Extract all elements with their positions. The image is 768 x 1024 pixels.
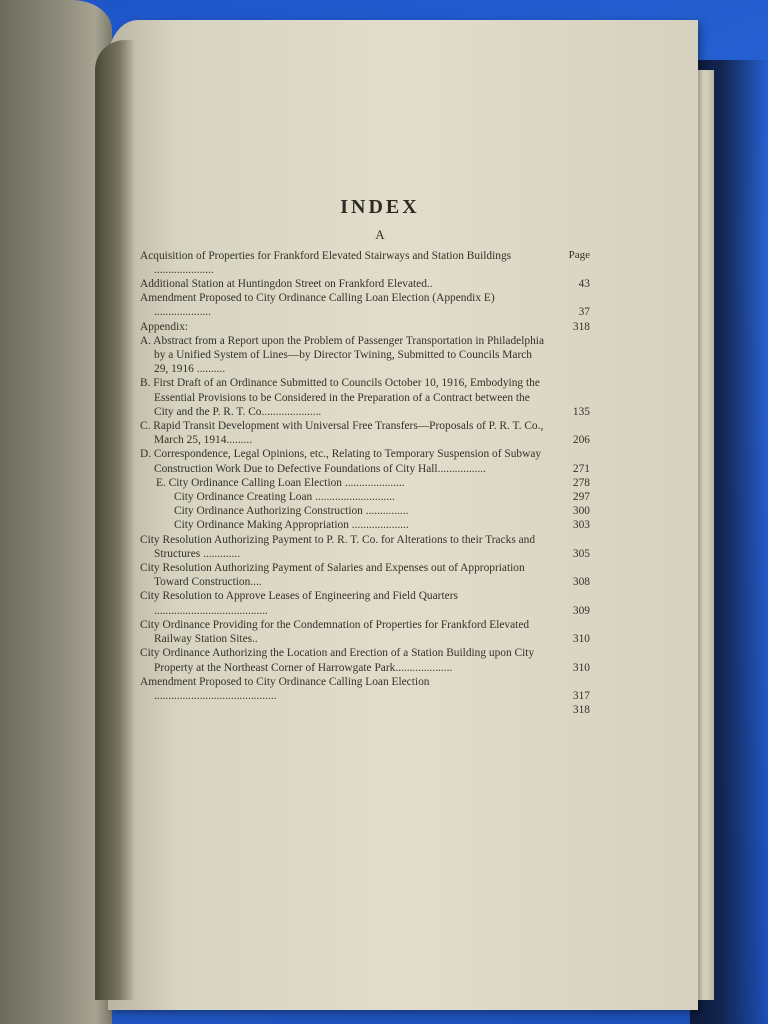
entry-text: Additional Station at Huntingdon Street on Frankford Elevated.. [140,278,433,291]
entry-page-number: 278 [572,476,590,489]
index-entry [140,504,590,518]
index-entry [140,376,590,419]
index-entry [140,518,590,532]
index-entries [140,249,590,718]
entry-text: Acquisition of Properties for Frankford Elevated Stairways and Station Buildings ..................... [140,249,512,276]
entry-text: D. Correspondence, Legal Opinions, etc., Relating to Temporary Suspension of Subway Construction Work Due to Defective Foundations of City Hall................. [140,448,542,475]
index-entry [140,419,590,447]
entry-page-number: 310 [572,661,590,674]
entry-text: City Ordinance Authorizing Construction ............... [174,505,409,518]
entry-page-number: 308 [572,576,590,589]
entry-text: E. City Ordinance Calling Loan Election ..................... [156,476,405,489]
entry-text: City Ordinance Authorizing the Location and Erection of a Station Building upon City Property at the Northeast Corner of Harrowgate Park.................... [140,647,535,674]
index-entry [140,320,590,334]
index-title: INDEX [340,196,420,218]
index-entry [140,533,590,561]
entry-page-number: 37 [578,306,590,319]
entry-text: B. First Draft of an Ordinance Submitted to Councils October 10, 1916, Embodying the Essential Provisions to be Considered in the Preparation of a Contract between the City and the P. R. T. Co..................... [140,377,540,418]
entry-text: Appendix: [140,320,189,333]
section-letter: A [375,227,385,243]
index-entry [140,675,590,703]
entry-text: A. Abstract from a Report upon the Problem of Passenger Transportation in Philadelphia by a Unified System of Lines—by Director Twining, Submitted to Councils March 29, 1916 .......... [140,334,544,376]
entry-page-number: 271 [572,462,590,475]
entry-page-number: 300 [572,505,590,518]
entry-page-number: 43 [578,278,590,291]
entry-page-number: 305 [572,547,590,560]
entry-text: City Ordinance Making Appropriation .................... [174,519,409,532]
entry-page-number: 303 [572,519,590,532]
index-entry [140,334,590,377]
index-entry [140,589,590,617]
entry-text: City Resolution Authorizing Payment to P. R. T. Co. for Alterations to their Tracks and Structures ............. [140,533,536,560]
index-entry [140,476,590,490]
entry-page-number: 135 [572,405,590,418]
entry-page-number: 310 [572,633,590,646]
entry-text: Amendment Proposed to City Ordinance Calling Loan Election (Appendix E) .................... [140,292,495,319]
index-entry [140,703,590,717]
entry-page-number: 318 [572,704,590,717]
entry-page-number: 318 [572,320,590,333]
entry-page-number: 206 [572,434,590,447]
entry-text: City Ordinance Providing for the Condemnation of Properties for Frankford Elevated Railway Station Sites.. [140,618,530,646]
index-entry [140,618,590,646]
index-entry [140,561,590,589]
index-entry [140,277,590,291]
page-column-header: Page [568,249,590,262]
index-entry [140,447,590,475]
index-entry [140,249,590,277]
entry-text: City Resolution to Approve Leases of Engineering and Field Quarters ........................................ [140,590,458,617]
entry-text: C. Rapid Transit Development with Universal Free Transfers—Proposals of P. R. T. Co., March 25, 1914......... [140,420,544,447]
entry-text: City Resolution Authorizing Payment of Salaries and Expenses out of Appropriation Toward Construction.... [140,562,525,589]
entry-page-number: 317 [572,689,590,702]
index-entry [140,490,590,504]
book-gutter [95,40,135,1000]
entry-text: Amendment Proposed to City Ordinance Calling Loan Election ........................................... [140,675,430,702]
index-entry [140,291,590,319]
index-content [140,196,590,717]
entry-page-number: 309 [572,604,590,617]
index-entry [140,646,590,674]
entry-page-number: 297 [572,491,590,504]
entry-text: City Ordinance Creating Loan ............................ [174,491,395,504]
